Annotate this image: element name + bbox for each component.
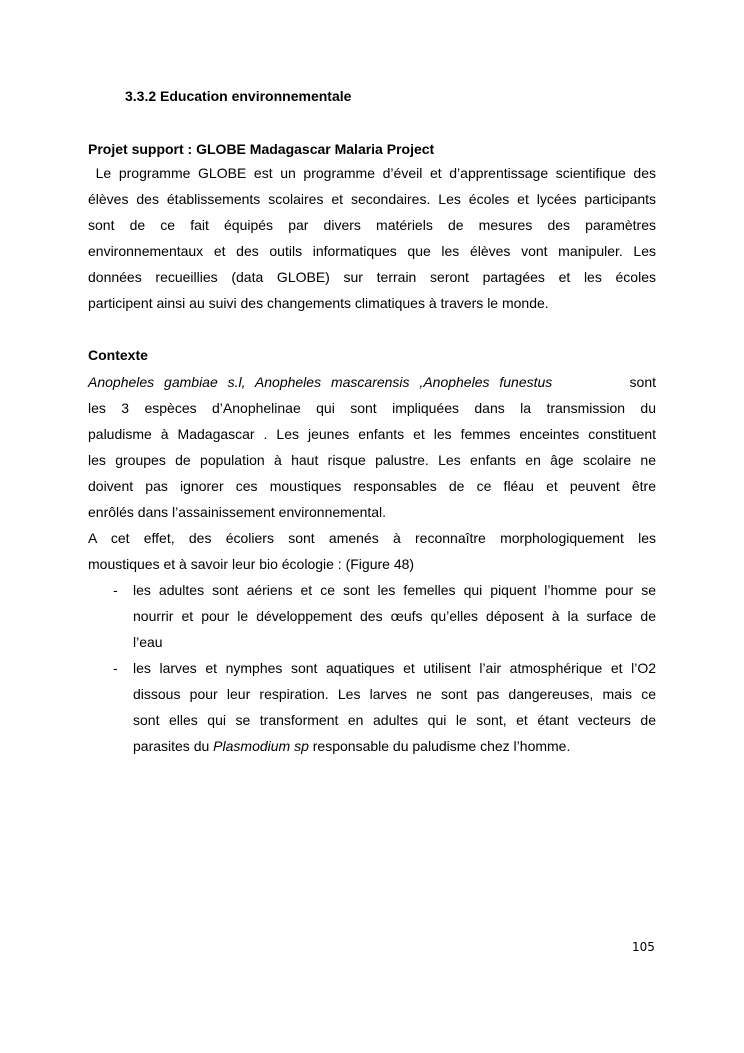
bullet-line: les larves et nymphes sont aquatiques et utilisent l’air atmosphérique et l’O2: [133, 660, 656, 676]
bullet-line: sont elles qui se transforment en adultes qui le sont, et étant vecteurs de: [133, 712, 656, 728]
bullet-line: les adultes sont aériens et ce sont les femelles qui piquent l’homme pour se: [133, 582, 656, 598]
bullet-line-last: [133, 733, 656, 759]
bullet-line: l’eau: [133, 634, 163, 650]
intro-line: participent ainsi au suivi des changements climatiques à travers le monde.: [88, 295, 549, 311]
context-line: A cet effet, des écoliers sont amenés à reconnaître morphologiquement les: [88, 530, 656, 546]
intro-line: données recueillies (data GLOBE) sur terrain seront partagées et les écoles: [88, 269, 656, 285]
species-names: Anopheles gambiae s.l, Anopheles mascarensis ,Anopheles funestus: [88, 374, 553, 390]
context-line: moustiques et à savoir leur bio écologie : (Figure 48): [88, 556, 415, 572]
context-heading: Contexte: [88, 347, 148, 363]
intro-line: environnementaux et des outils informatiques que les élèves vont manipuler. Les: [88, 243, 656, 259]
section-heading: 3.3.2 Education environnementale: [125, 88, 352, 104]
context-paragraph: [88, 369, 656, 577]
bullet-item-adults: [88, 577, 656, 655]
bullet-list: [88, 577, 656, 759]
intro-paragraph: [88, 160, 656, 316]
bullet-text: responsable du paludisme chez l’homme.: [308, 738, 571, 754]
bullet-item-larvae: [88, 655, 656, 759]
intro-line: élèves des établissements scolaires et secondaires. Les écoles et lycées participants: [88, 191, 656, 207]
context-first-line: [88, 369, 656, 395]
plasmodium-name: Plasmodium sp: [213, 738, 309, 754]
bullet-text: parasites du: [133, 738, 214, 754]
bullet-dash: -: [113, 660, 118, 676]
context-line: enrôlés dans l’assainissement environnemental.: [88, 504, 387, 520]
context-line: paludisme à Madagascar . Les jeunes enfants et les femmes enceintes constituent: [88, 426, 656, 442]
bullet-line: nourrir et pour le développement des œufs qu’elles déposent à la surface de: [133, 608, 656, 624]
bullet-line: dissous pour leur respiration. Les larves ne sont pas dangereuses, mais ce: [133, 686, 656, 702]
context-sont: sont: [629, 374, 656, 390]
page-number: 105: [632, 940, 655, 954]
intro-line: sont de ce fait équipés par divers matériels de mesures des paramètres: [88, 217, 656, 233]
project-support-heading: Projet support : GLOBE Madagascar Malaria Project: [88, 141, 435, 157]
intro-line: Le programme GLOBE est un programme d’éveil et d’apprentissage scientifique des: [88, 165, 656, 181]
context-line: les 3 espèces d’Anophelinae qui sont impliquées dans la transmission du: [88, 400, 656, 416]
context-line: les groupes de population à haut risque palustre. Les enfants en âge scolaire ne: [88, 452, 656, 468]
bullet-dash: -: [113, 582, 118, 598]
context-line: doivent pas ignorer ces moustiques responsables de ce fléau et peuvent être: [88, 478, 656, 494]
